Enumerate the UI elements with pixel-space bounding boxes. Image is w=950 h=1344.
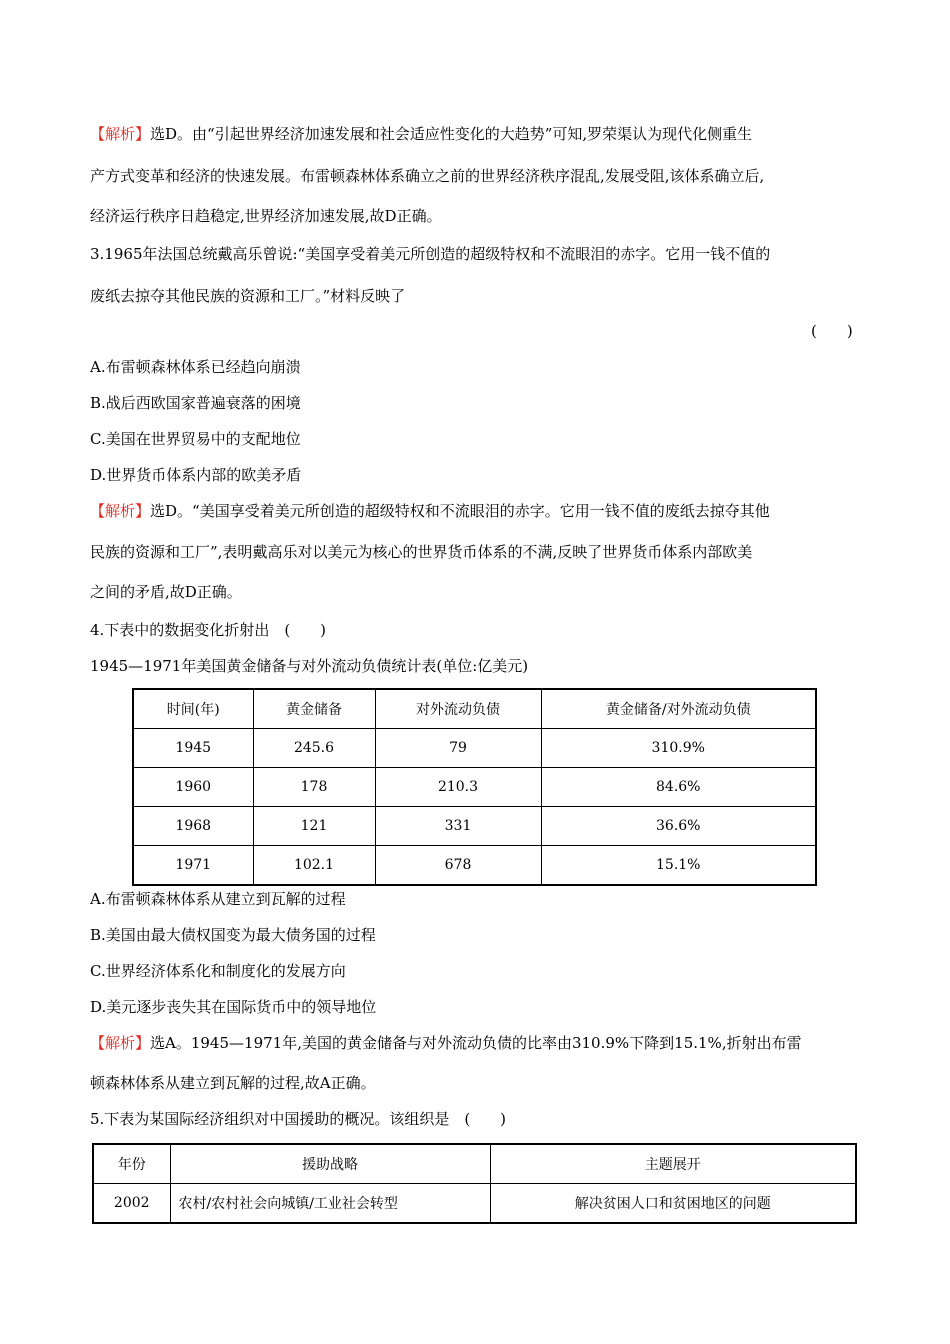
table-cell: 15.1% bbox=[541, 846, 816, 886]
q2-analysis-line-1: 【解析】选D。由“引起世界经济加速发展和社会适应性变化的大趋势”可知,罗荣渠认为现代化侧重生 bbox=[90, 125, 753, 143]
table-cell: 1968 bbox=[133, 807, 253, 846]
table-cell: 36.6% bbox=[541, 807, 816, 846]
table-cell: 331 bbox=[375, 807, 541, 846]
q3-option-c: C.美国在世界贸易中的支配地位 bbox=[90, 430, 301, 448]
table-cell: 1971 bbox=[133, 846, 253, 886]
table-cell: 210.3 bbox=[375, 768, 541, 807]
q3-answer-blank: ( ) bbox=[811, 322, 853, 340]
table-cell: 102.1 bbox=[253, 846, 375, 886]
table-header-cell: 年份 bbox=[93, 1144, 170, 1184]
q4-analysis-line-2: 顿森林体系从建立到瓦解的过程,故A正确。 bbox=[90, 1074, 376, 1092]
table-cell: 79 bbox=[375, 729, 541, 768]
table-cell: 678 bbox=[375, 846, 541, 886]
analysis-tag: 【解析】 bbox=[90, 502, 151, 520]
q4-table-title: 1945—1971年美国黄金储备与对外流动负债统计表(单位:亿美元) bbox=[90, 657, 529, 675]
table-row bbox=[133, 807, 816, 846]
table-cell: 310.9% bbox=[541, 729, 816, 768]
analysis-tag: 【解析】 bbox=[90, 125, 151, 143]
table-cell: 农村/农村社会向城镇/工业社会转型 bbox=[170, 1184, 490, 1224]
table-header-cell: 援助战略 bbox=[170, 1144, 490, 1184]
table-cell: 84.6% bbox=[541, 768, 816, 807]
q3-analysis-line-1: 【解析】选D。“美国享受着美元所创造的超级特权和不流眼泪的赤字。它用一钱不值的废纸去掠夺其他 bbox=[90, 502, 770, 520]
table-header-cell: 黄金储备/对外流动负债 bbox=[541, 689, 816, 729]
table-cell: 245.6 bbox=[253, 729, 375, 768]
table-row bbox=[133, 846, 816, 886]
q3-stem-line-1: 3.1965年法国总统戴高乐曾说:“美国享受着美元所创造的超级特权和不流眼泪的赤字。它用一钱不值的 bbox=[90, 245, 771, 263]
q3-option-b: B.战后西欧国家普遍衰落的困境 bbox=[90, 394, 301, 412]
q4-option-b: B.美国由最大债权国变为最大债务国的过程 bbox=[90, 926, 376, 944]
q4-option-a: A.布雷顿森林体系从建立到瓦解的过程 bbox=[90, 890, 346, 908]
q2-analysis-line-2: 产方式变革和经济的快速发展。布雷顿森林体系确立之前的世界经济秩序混乱,发展受阻,该体系确立后, bbox=[90, 167, 765, 185]
table-header-cell: 主题展开 bbox=[490, 1144, 856, 1184]
table-row bbox=[133, 729, 816, 768]
table-cell: 178 bbox=[253, 768, 375, 807]
q5-aid-table bbox=[92, 1143, 857, 1224]
q3-analysis-line-2: 民族的资源和工厂”,表明戴高乐对以美元为核心的世界货币体系的不满,反映了世界货币体系内部欧美 bbox=[90, 543, 753, 561]
q5-stem: 5.下表为某国际经济组织对中国援助的概况。该组织是 ( ) bbox=[90, 1110, 507, 1128]
table-header-cell: 黄金储备 bbox=[253, 689, 375, 729]
table-cell: 1960 bbox=[133, 768, 253, 807]
q4-option-c: C.世界经济体系化和制度化的发展方向 bbox=[90, 962, 346, 980]
q3-stem-line-2: 废纸去掠夺其他民族的资源和工厂。”材料反映了 bbox=[90, 287, 406, 305]
q2-analysis-line-3: 经济运行秩序日趋稳定,世界经济加速发展,故D正确。 bbox=[90, 207, 442, 225]
table-row bbox=[93, 1184, 856, 1224]
q3-option-d: D.世界货币体系内部的欧美矛盾 bbox=[90, 466, 302, 484]
table-cell: 1945 bbox=[133, 729, 253, 768]
table-header-row bbox=[133, 689, 816, 729]
q4-stem: 4.下表中的数据变化折射出 ( ) bbox=[90, 621, 327, 639]
q3-analysis-line-3: 之间的矛盾,故D正确。 bbox=[90, 583, 242, 601]
table-header-cell: 时间(年) bbox=[133, 689, 253, 729]
table-cell: 解决贫困人口和贫困地区的问题 bbox=[490, 1184, 856, 1224]
q4-data-table bbox=[132, 688, 817, 886]
q3-option-a: A.布雷顿森林体系已经趋向崩溃 bbox=[90, 358, 301, 376]
table-cell: 2002 bbox=[93, 1184, 170, 1224]
table-cell: 121 bbox=[253, 807, 375, 846]
analysis-tag: 【解析】 bbox=[90, 1034, 151, 1052]
q4-option-d: D.美元逐步丧失其在国际货币中的领导地位 bbox=[90, 998, 377, 1016]
table-row bbox=[133, 768, 816, 807]
q4-analysis-line-1: 【解析】选A。1945—1971年,美国的黄金储备与对外流动负债的比率由310.9%下降到15.1%,折射出布雷 bbox=[90, 1034, 802, 1052]
table-header-row bbox=[93, 1144, 856, 1184]
table-header-cell: 对外流动负债 bbox=[375, 689, 541, 729]
